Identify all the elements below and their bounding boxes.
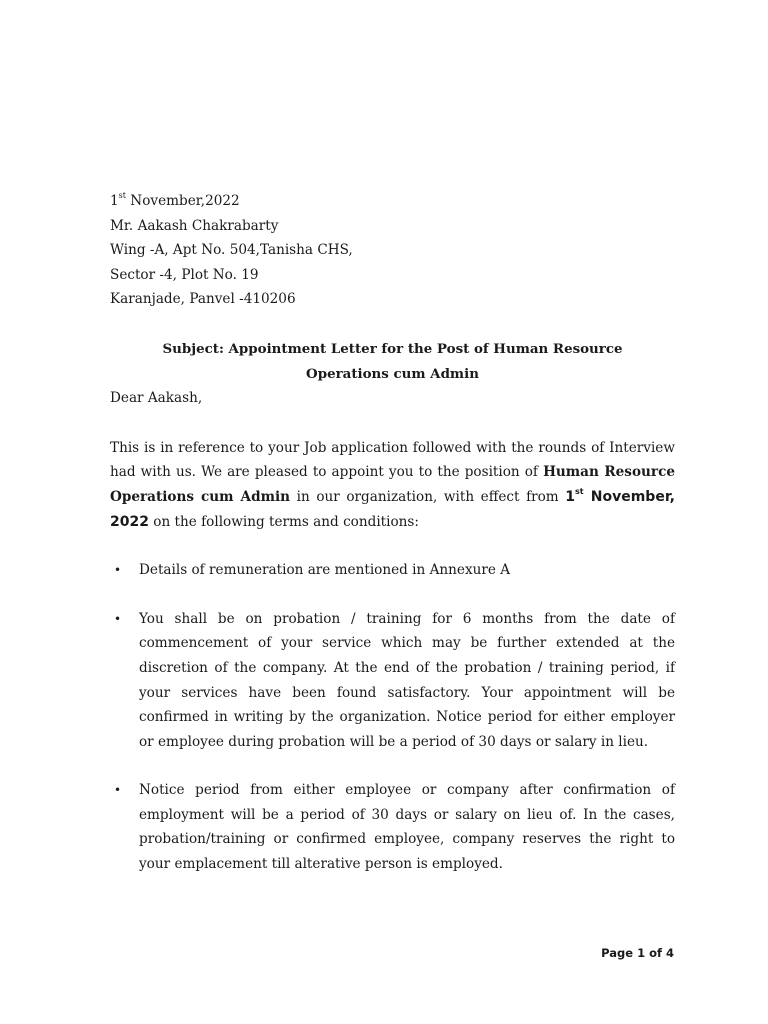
position-title: Human Resource Operations cum Admin <box>110 464 676 505</box>
term-text: You shall be on probation / training for 6 months from the date of commencement of your service which may be further extended at the discretion of the company. At the end of the probation / training period, if your services have been found satisfactory. Your appointment will be confirmed in writing by the organization. Notice period for either employer or employee during probation will be a period of 30 days or salary in lieu. <box>139 610 675 750</box>
address-line-2: Sector -4, Plot No. 19 <box>110 266 259 283</box>
date-rest: November,2022 <box>125 193 240 209</box>
salutation: Dear Aakash, <box>110 390 203 407</box>
intro-paragraph <box>110 436 675 534</box>
subject-heading <box>110 337 675 386</box>
term-text: Details of remuneration are mentioned in Annexure A <box>139 562 511 579</box>
list-item <box>110 558 675 583</box>
effective-date-rest: November, 2022 <box>110 488 675 530</box>
subject-line-1: Subject: Appointment Letter for the Post of Human Resource <box>162 340 623 357</box>
effective-date-suffix: st <box>575 487 584 497</box>
bullet-icon: • <box>114 611 122 626</box>
recipient-name: Mr. Aakash Chakrabarty <box>110 217 279 234</box>
address-line-1: Wing -A, Apt No. 504,Tanisha CHS, <box>110 242 353 259</box>
term-text: Notice period from either employee or company after confirmation of employment will be a period of 30 days or salary on lieu of. In the cases, probation/training or confirmed employee, company reserves the right to your emplacement till alterative person is employed. <box>139 782 675 873</box>
page-number: Page 1 of 4 <box>601 946 674 960</box>
subject-line-2: Operations cum Admin <box>306 365 479 382</box>
letter-date <box>110 189 675 214</box>
intro-text-1: This is in reference to your Job application followed with the rounds of Interview had with us. We are pleased to appoint you to the position of <box>110 439 675 481</box>
intro-text-3: on the following terms and conditions: <box>148 513 419 530</box>
letter-body <box>110 189 675 901</box>
address-line-3: Karanjade, Panvel -410206 <box>110 291 296 308</box>
bullet-icon: • <box>114 783 122 798</box>
list-item <box>110 778 675 876</box>
date-day: 1 <box>110 193 119 209</box>
intro-text-2: in our organization, with effect from <box>290 488 566 505</box>
list-item <box>110 607 675 755</box>
terms-list <box>110 558 675 877</box>
date-suffix: st <box>118 191 126 201</box>
bullet-icon: • <box>114 563 122 578</box>
effective-date-day: 1 <box>565 488 576 505</box>
